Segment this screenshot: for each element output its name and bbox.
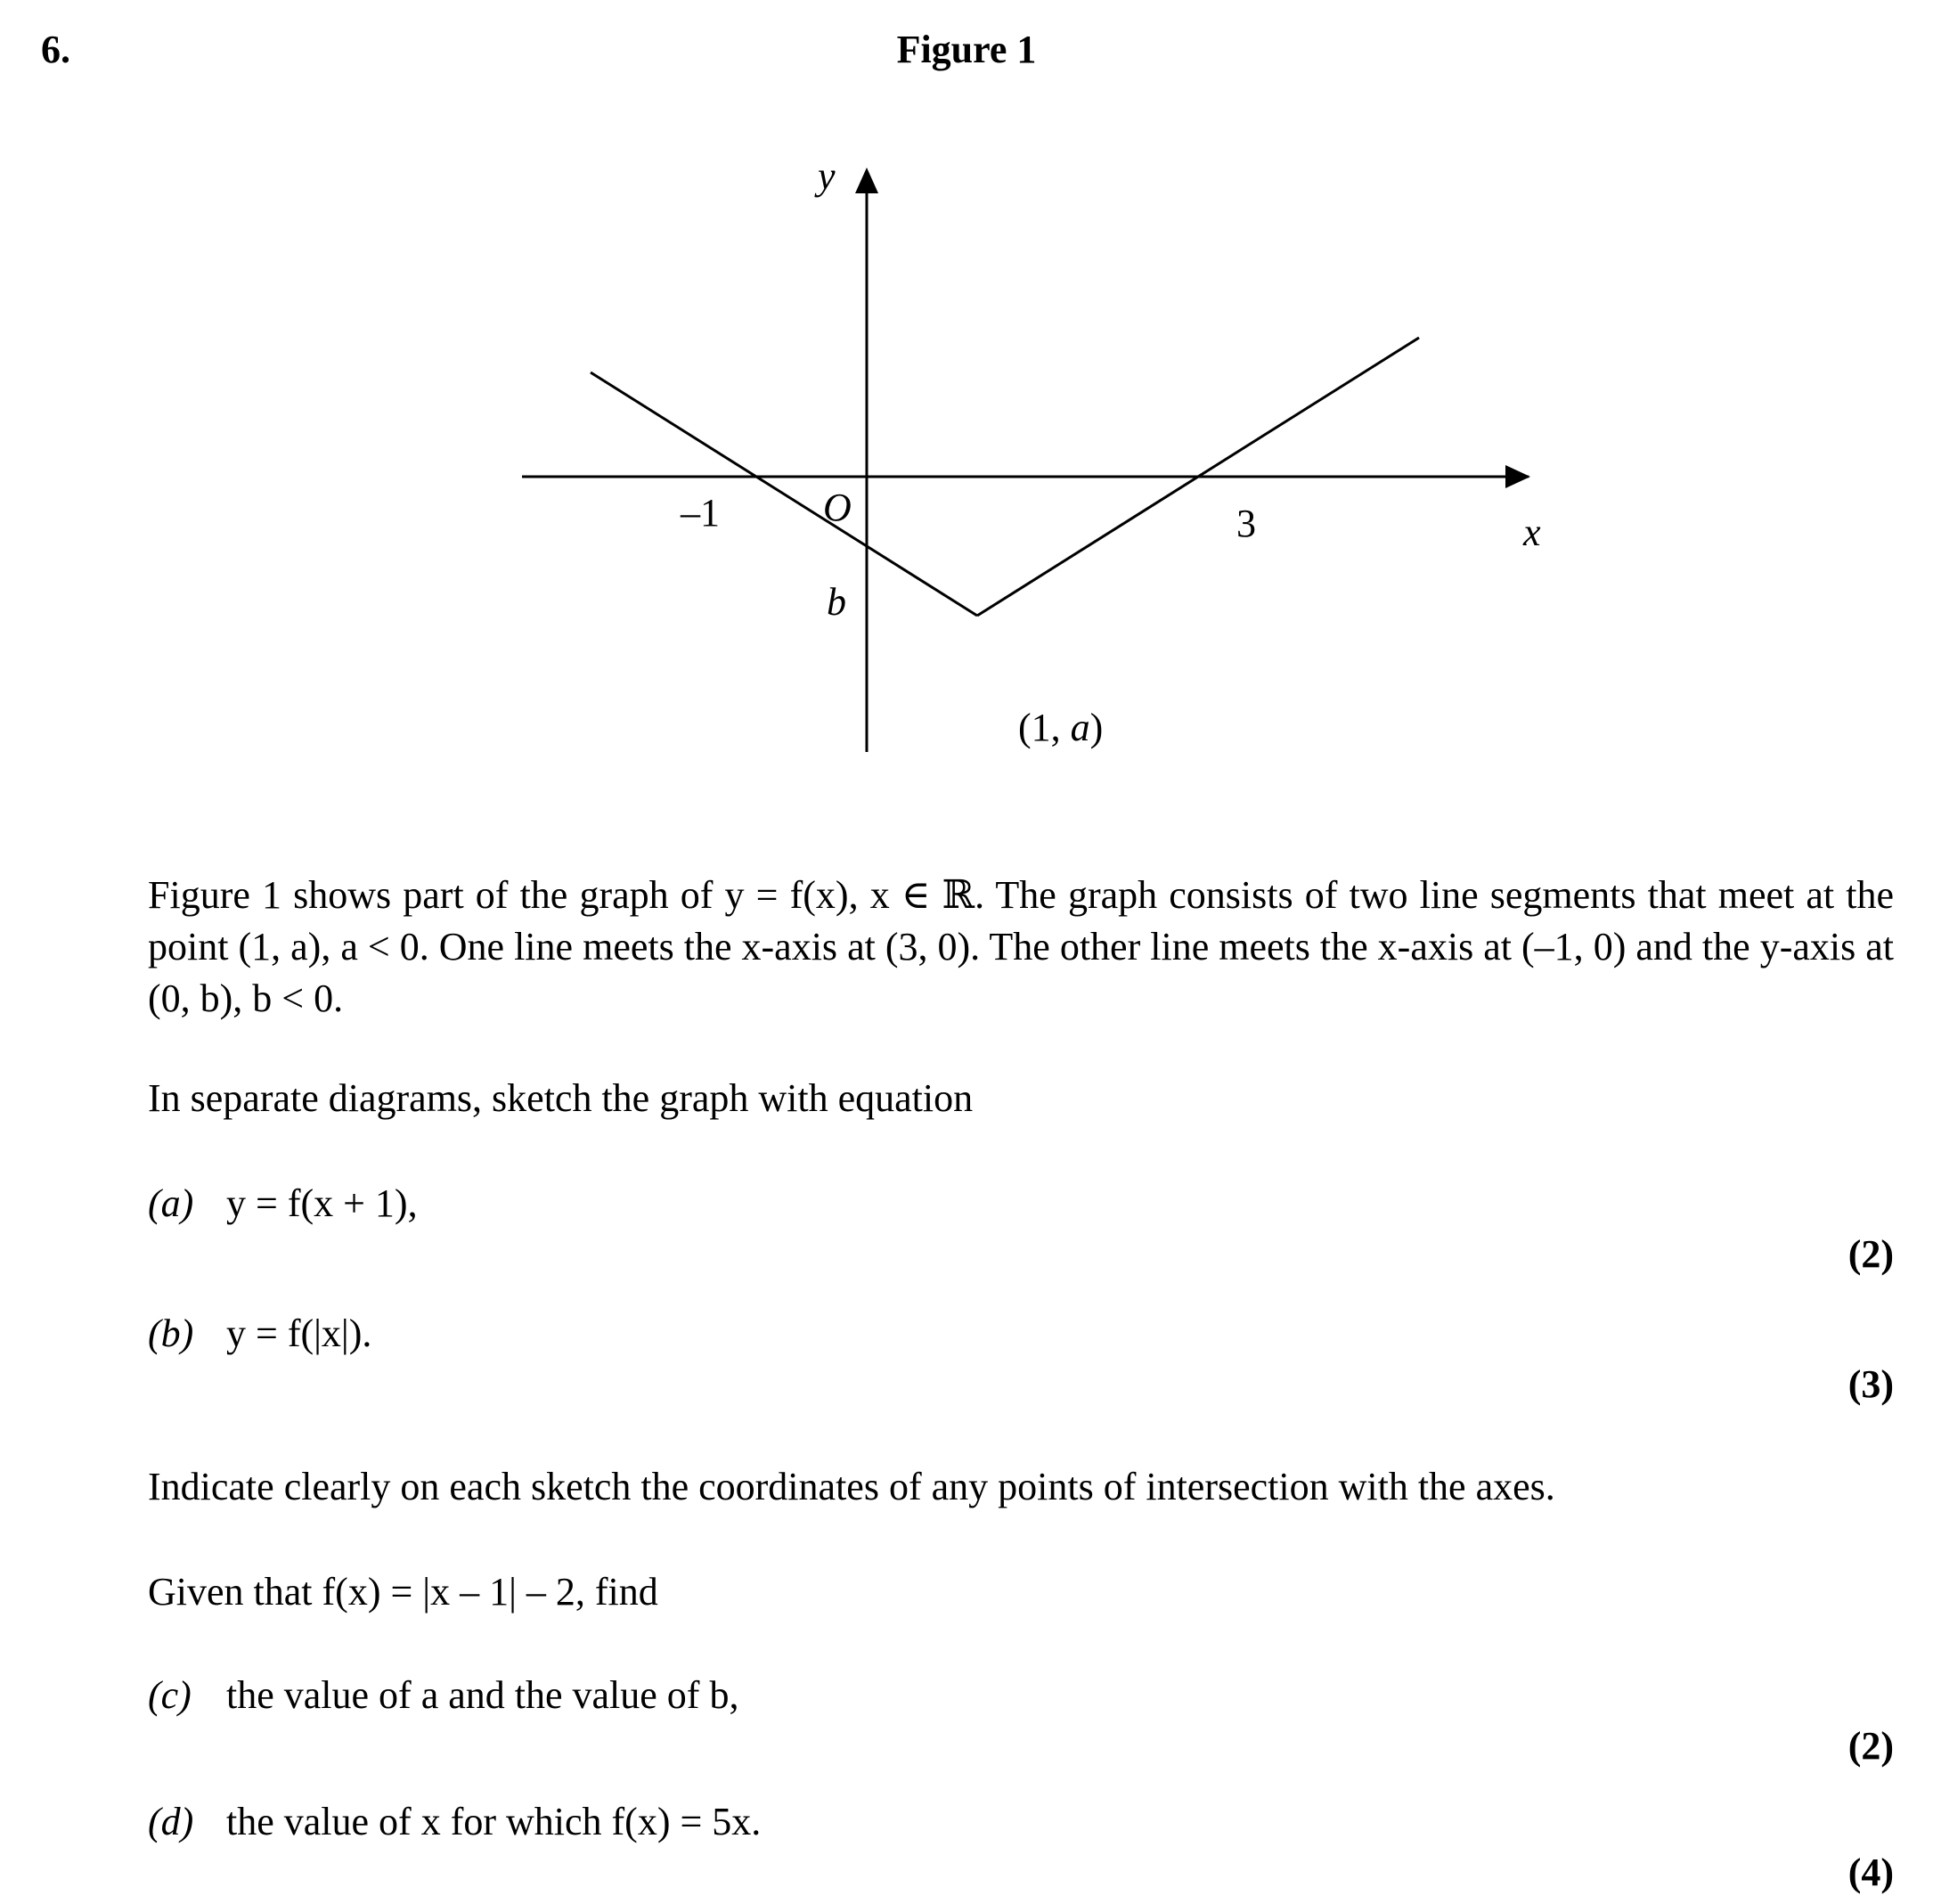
part-b-text: y = f(|x|).: [226, 1312, 372, 1355]
part-a-label: (a): [148, 1181, 194, 1225]
intercept-label-b: b: [827, 580, 846, 624]
question-number: 6.: [41, 28, 70, 71]
part-c-label: (c): [148, 1673, 192, 1717]
figure-title: Figure 1: [896, 28, 1037, 71]
part-a-marks: (2): [1847, 1232, 1894, 1276]
x-axis-label: x: [1523, 511, 1541, 554]
given-paragraph: [148, 1566, 1894, 1618]
part-c-marks: (2): [1847, 1724, 1894, 1768]
part-d-text: the value of x for which f(x) = 5x.: [226, 1800, 762, 1843]
y-axis-label: y: [818, 154, 836, 198]
y-axis-arrowhead: [855, 168, 878, 193]
intro-paragraph: [148, 870, 1894, 1025]
part-b: [148, 1308, 371, 1360]
part-b-label: (b): [148, 1312, 194, 1355]
part-c: [148, 1670, 738, 1721]
axes-instruction-text: Indicate clearly on each sketch the coordinates of any points of intersection with the axes.: [148, 1465, 1555, 1508]
vertex-label: (1, a): [1018, 706, 1104, 749]
origin-label: O: [823, 486, 852, 529]
part-a: [148, 1178, 418, 1230]
figure-1-graph: [0, 0, 1933, 802]
graph-segment-1: [591, 372, 977, 616]
x-axis-arrowhead: [1505, 465, 1530, 488]
part-c-text: the value of a and the value of b,: [226, 1673, 739, 1717]
part-d-label: (d): [148, 1800, 194, 1843]
part-b-marks: (3): [1847, 1362, 1894, 1406]
tick-label-neg-one: –1: [681, 491, 720, 535]
part-a-text: y = f(x + 1),: [226, 1181, 418, 1225]
instruction-text: In separate diagrams, sketch the graph with equation: [148, 1076, 974, 1120]
part-d-marks: (4): [1847, 1851, 1894, 1894]
given-text: Given that f(x) = |x – 1| – 2, find: [148, 1570, 658, 1614]
tick-label-three: 3: [1236, 502, 1256, 545]
axes-instruction: [148, 1461, 1894, 1513]
intro-text: Figure 1 shows part of the graph of y = f(x), x ∈ ℝ. The graph consists of two line segments that meet at the point (1, a), a < 0. One line meets the x-axis at (3, 0). The other line meets the x-axis at (–1, 0) and the y-axis at (0, b), b < 0.: [148, 873, 1894, 1020]
part-d: [148, 1796, 761, 1848]
instruction-paragraph: [148, 1073, 1894, 1124]
